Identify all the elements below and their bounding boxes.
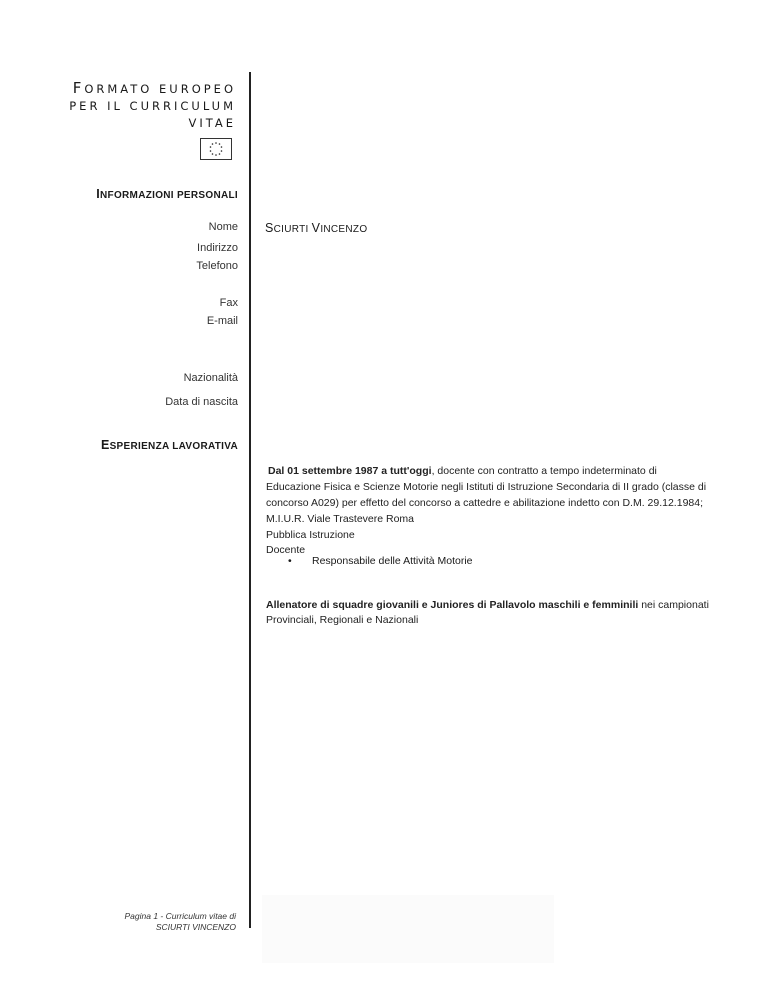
title-line-2: PER IL CURRICULUM: [69, 99, 236, 113]
job-1-line-2: Educazione Fisica e Scienze Motorie negli Istituti di Istruzione Secondaria di II grado (classe di: [266, 481, 707, 493]
label-indirizzo: Indirizzo: [197, 242, 238, 254]
label-telefono: Telefono: [196, 260, 238, 272]
title-line-3: VITAE: [188, 116, 236, 130]
bullet-icon: •: [288, 555, 292, 567]
label-data-nascita: Data di nascita: [165, 396, 238, 408]
column-divider: [249, 72, 251, 928]
page-footer: [125, 911, 237, 933]
job-1-role: Docente: [266, 544, 306, 556]
job-2-line-1: Allenatore di squadre giovanili e Juniores di Pallavolo maschili e femminili nei campionati: [266, 599, 709, 611]
person-name: SCIURTI VINCENZO: [265, 221, 368, 235]
cv-format-title: [69, 80, 236, 132]
job-1-sector: Pubblica Istruzione: [266, 529, 355, 541]
section-work-experience: ESPERIENZA LAVORATIVA: [100, 438, 238, 452]
blank-area: [262, 895, 554, 963]
label-email: E-mail: [206, 315, 238, 327]
label-fax: Fax: [219, 297, 238, 309]
label-nazionalita: Nazionalità: [183, 372, 238, 384]
job-1-line-3: concorso A029) per effetto del concorso a cattedre e abilitazione indetto con D.M. 29.12.1984;: [266, 497, 704, 509]
section-personal-info: INFORMAZIONI PERSONALI: [96, 187, 238, 201]
label-nome: Nome: [208, 221, 238, 233]
eu-flag-icon: [200, 138, 232, 160]
footer-line-1: Pagina 1 - Curriculum vitae di: [124, 911, 236, 921]
job-2-line-2: Provinciali, Regionali e Nazionali: [266, 614, 419, 626]
footer-line-2: SCIURTI VINCENZO: [155, 922, 236, 932]
job-1-employer: M.I.U.R. Viale Trastevere Roma: [266, 513, 415, 525]
job-1-line-1: Dal 01 settembre 1987 a tutt'oggi, docente con contratto a tempo indeterminato di: [268, 465, 657, 477]
title-line-1: FORMATO EUROPEO: [72, 79, 236, 97]
job-1-responsibility: • Responsabile delle Attività Motorie: [288, 555, 473, 567]
job-1-description: [268, 463, 657, 479]
